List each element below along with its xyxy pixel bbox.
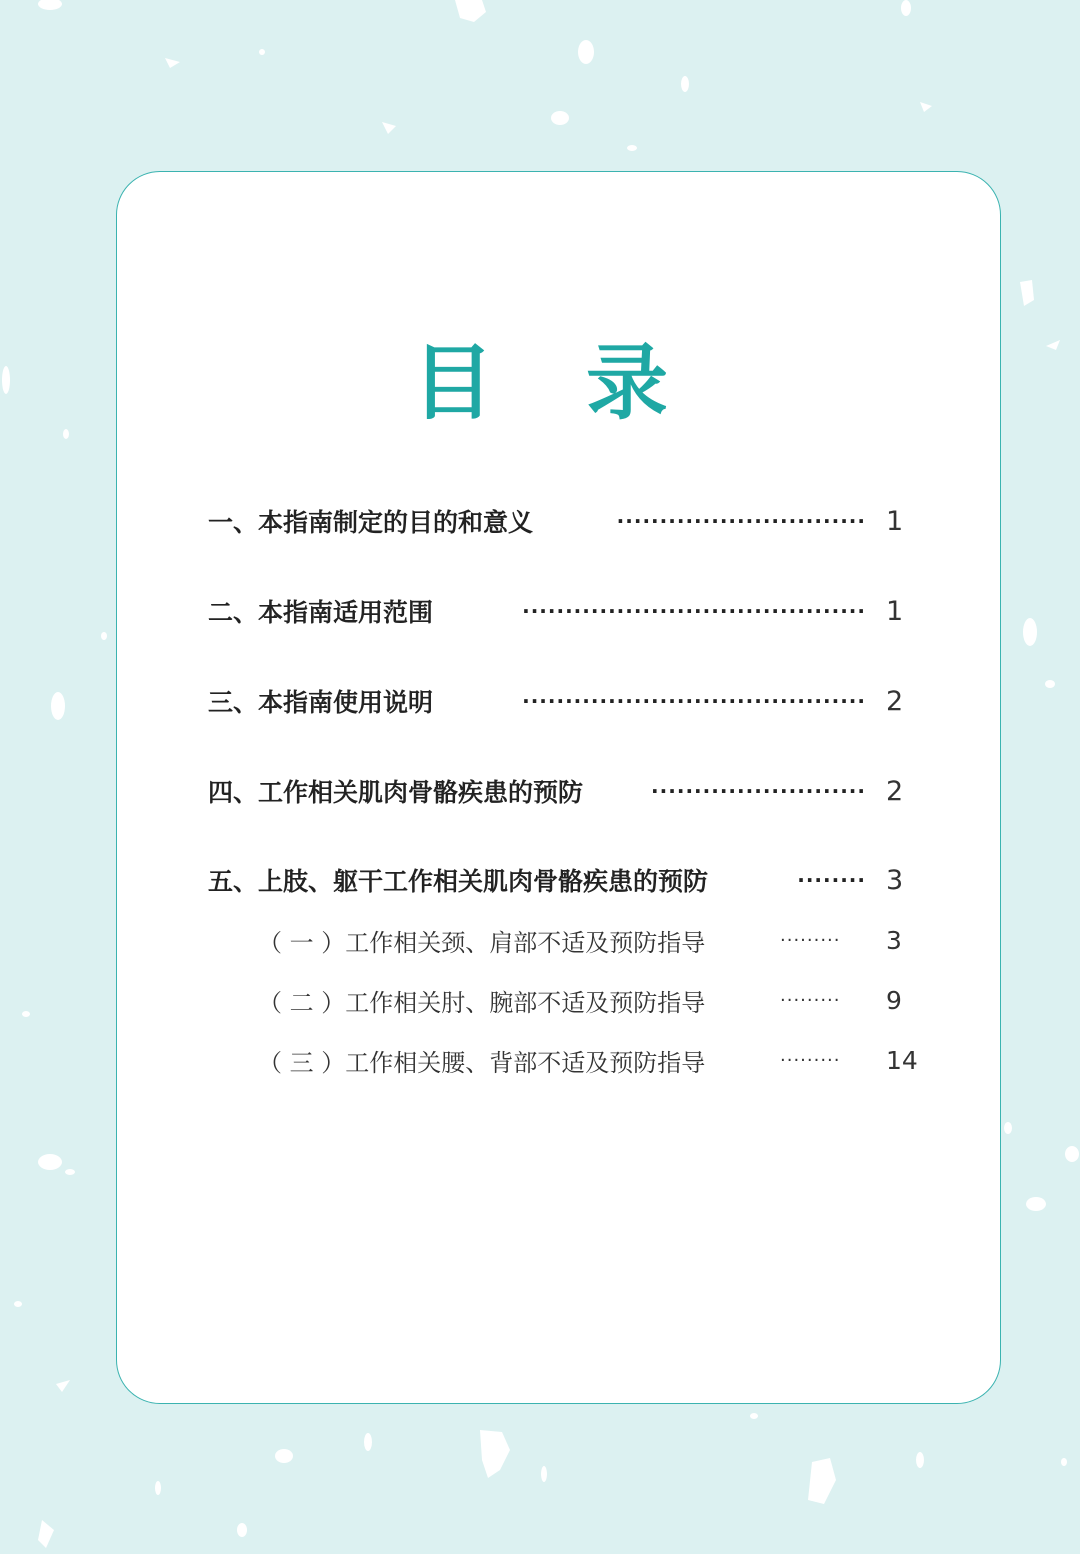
toc-subitem-1[interactable] [258,920,918,960]
toc-item-label: 五、上肢、躯干工作相关肌肉骨骼疾患的预防 [208,867,709,896]
toc-subitem-3[interactable] [258,1040,918,1080]
title-char-2: 录 [586,336,669,431]
toc-page-number: 1 [886,505,904,537]
toc-leader-dots: ········· [780,989,841,1011]
toc-leader-dots: ········ [797,868,866,892]
toc-item-5[interactable] [208,860,908,900]
toc-page-number: 1 [886,595,904,627]
toc-item-label: 三、本指南使用说明 [208,688,434,717]
toc-leader-dots: ········································ [522,689,866,713]
toc-leader-dots: ························· [651,779,866,803]
toc-page-number: 3 [886,925,902,955]
toc-item-label: 二、本指南适用范围 [208,598,434,627]
toc-item-3[interactable] [208,681,908,721]
toc-leader-dots: ········· [780,929,841,951]
toc-leader-dots: ········································ [522,599,866,623]
toc-subitem-label: （ 二 ）工作相关肘、腕部不适及预防指导 [258,988,706,1017]
toc-subitem-label: （ 一 ）工作相关颈、肩部不适及预防指导 [258,928,706,957]
toc-page-number: 2 [886,685,904,717]
toc-subitem-2[interactable] [258,980,918,1020]
toc-page-number: 3 [886,864,904,896]
toc-leader-dots: ····························· [616,509,866,533]
toc-item-2[interactable] [208,591,908,631]
toc-subitem-label: （ 三 ）工作相关腰、背部不适及预防指导 [258,1048,706,1077]
page-title [0,318,1080,435]
title-char-1: 目 [411,336,494,431]
toc-item-label: 一、本指南制定的目的和意义 [208,508,534,537]
toc-leader-dots: ········· [780,1049,841,1071]
toc-item-1[interactable] [208,501,908,541]
toc-page-number: 2 [886,775,904,807]
toc-item-label: 四、工作相关肌肉骨骼疾患的预防 [208,778,584,807]
toc-page-number: 9 [886,985,902,1015]
toc-page-number: 14 [886,1045,918,1075]
toc-item-4[interactable] [208,771,908,811]
